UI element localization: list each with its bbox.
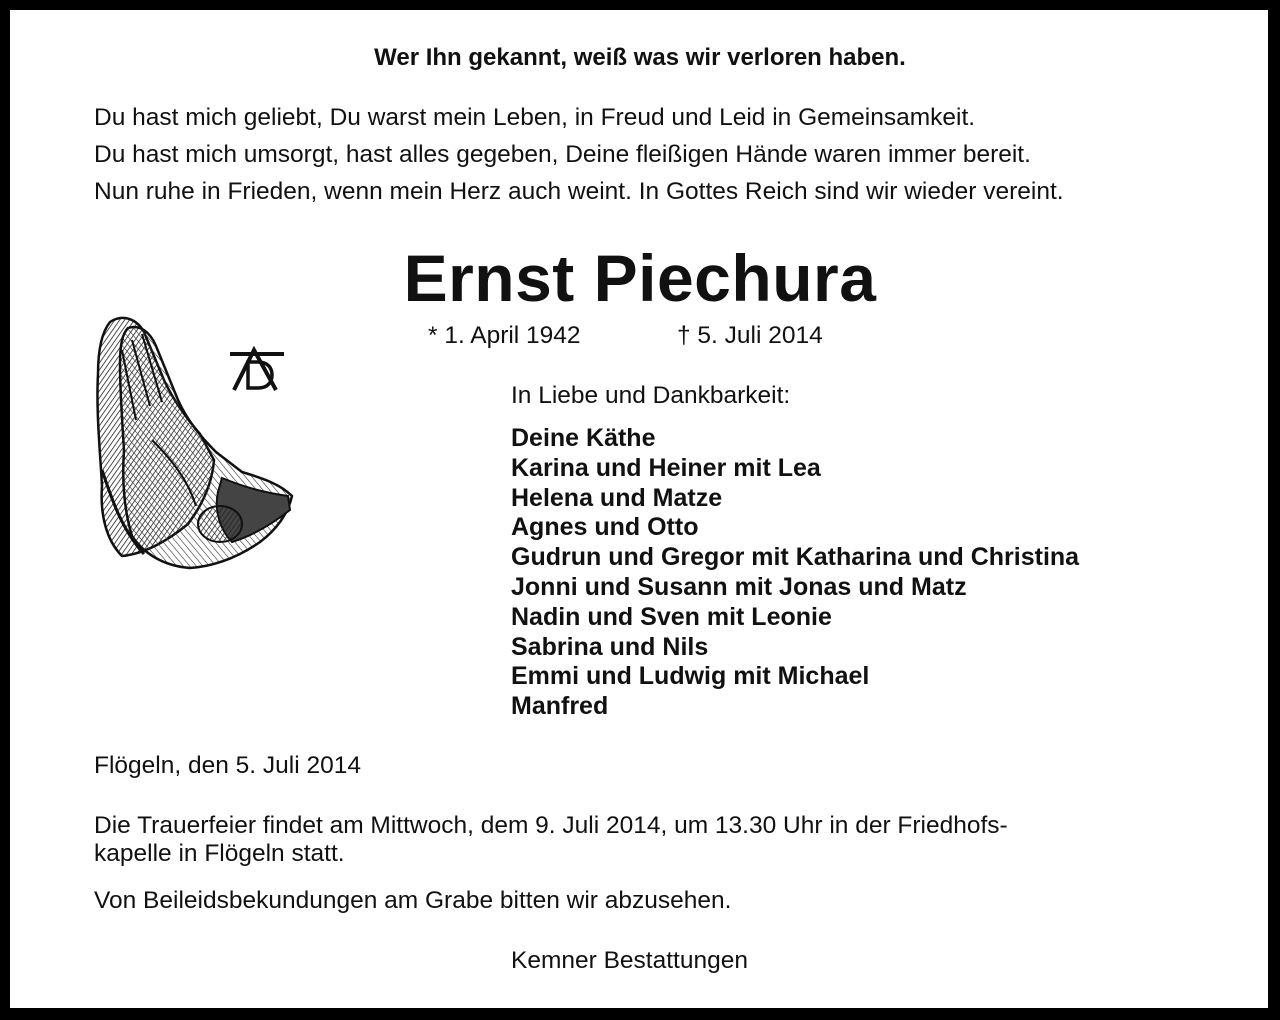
verse-line-3: Nun ruhe in Frieden, wenn mein Herz auch weint. In Gottes Reich sind wir wieder vereint.: [94, 178, 1064, 205]
condolence-note: Von Beileidsbekundungen am Grabe bitten wir abzusehen.: [94, 887, 732, 914]
family-member: Deine Käthe: [511, 424, 656, 452]
family-member: Sabrina und Nils: [511, 632, 709, 661]
family-member: Emmi und Ludwig mit Michael: [511, 662, 870, 691]
family-member: Nadin und Sven mit Leonie: [511, 602, 832, 631]
love-line: In Liebe und Dankbarkeit:: [511, 382, 791, 409]
family-member: Manfred: [511, 692, 609, 721]
deceased-name: Ernst Piechura: [403, 241, 877, 315]
birth-date: * 1. April 1942: [428, 322, 581, 349]
family-member: Agnes und Otto: [511, 513, 699, 542]
funeral-line-2: kapelle in Flögeln statt.: [94, 840, 345, 867]
family-member: Gudrun und Gregor mit Katharina und Christina: [511, 543, 1080, 572]
funeral-info: [94, 812, 1008, 868]
verse-line-1: Du hast mich geliebt, Du warst mein Leben, in Freud und Leid in Gemeinsamkeit.: [94, 104, 976, 131]
undertaker: Kemner Bestattungen: [511, 947, 748, 974]
family-member: Jonni und Susann mit Jonas und Matz: [511, 572, 967, 601]
funeral-line-1: Die Trauerfeier findet am Mittwoch, dem 9. Juli 2014, um 13.30 Uhr in der Friedhofs-: [94, 812, 1008, 839]
verse-line-2: Du hast mich umsorgt, hast alles gegeben, Deine fleißigen Hände waren immer bereit.: [94, 141, 1031, 168]
family-member: Karina und Heiner mit Lea: [511, 453, 821, 482]
death-date: † 5. Juli 2014: [677, 322, 823, 349]
family-list: [511, 424, 1079, 722]
motto-line: Wer Ihn gekannt, weiß was wir verloren haben.: [374, 44, 906, 71]
duerer-monogram-icon: [228, 346, 286, 392]
place-date: Flögeln, den 5. Juli 2014: [94, 752, 361, 779]
family-member: Helena und Matze: [511, 483, 723, 512]
